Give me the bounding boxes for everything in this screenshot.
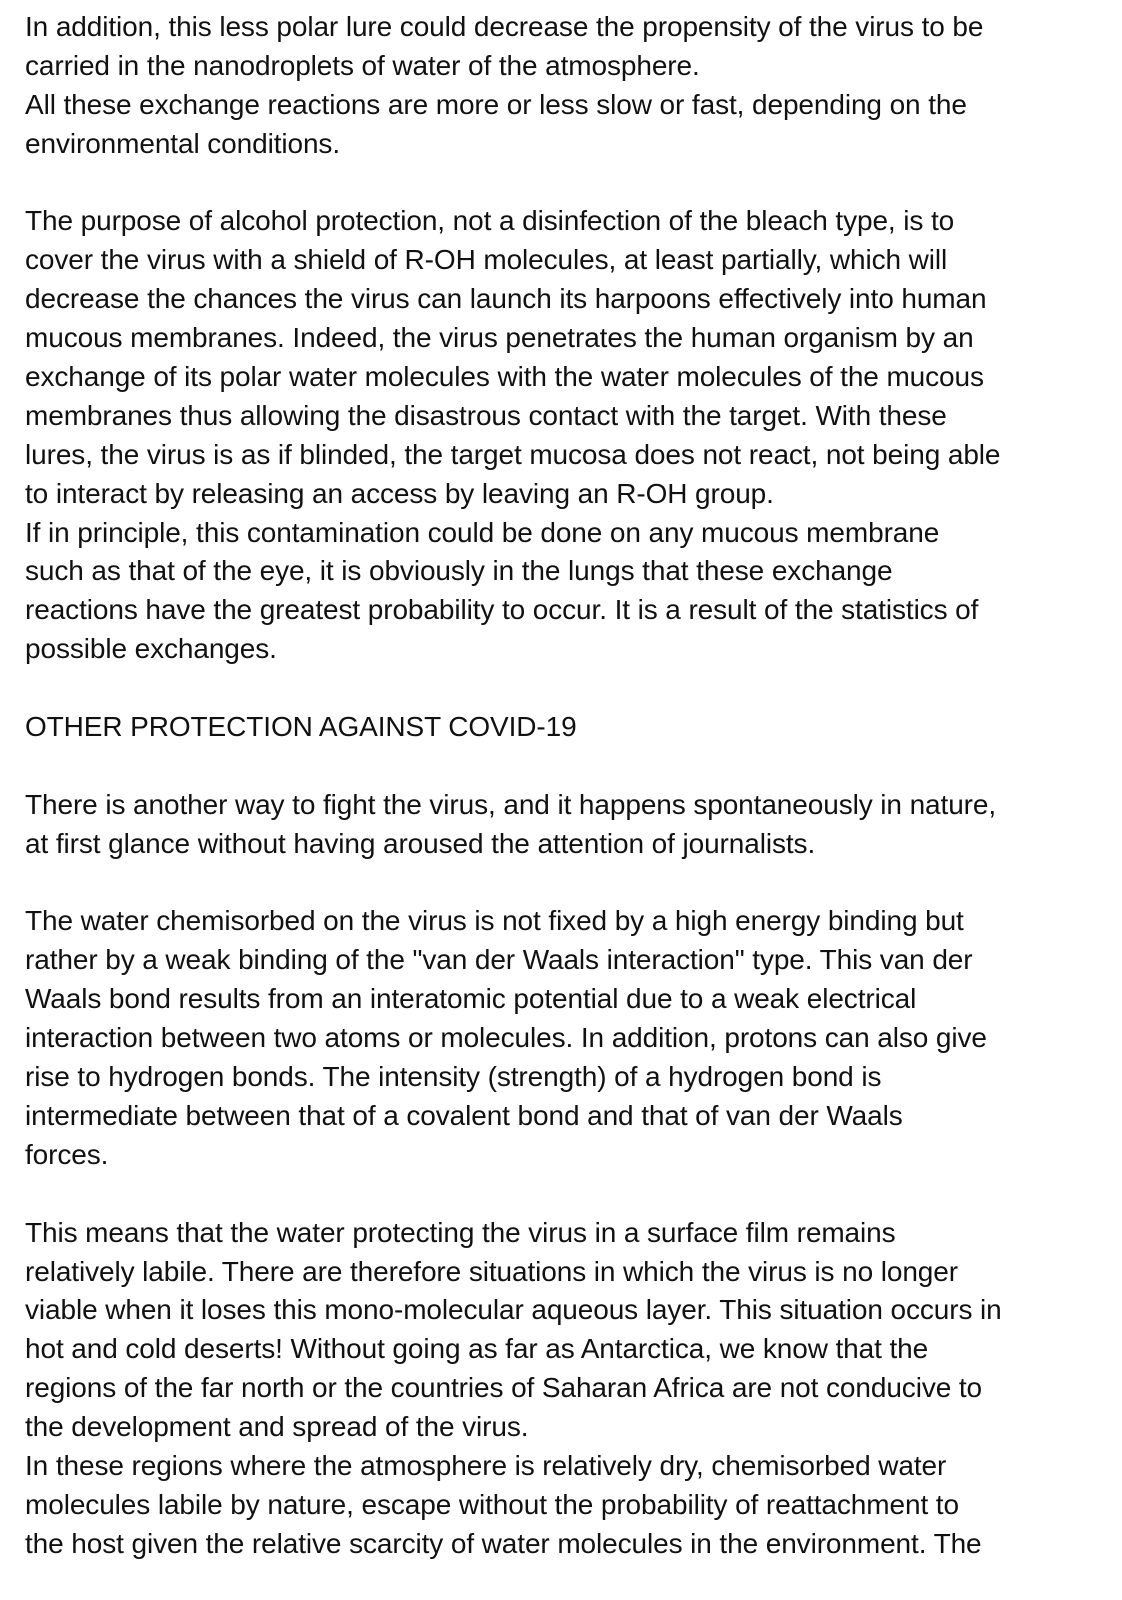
paragraph — [25, 1214, 1110, 1564]
text-line: viable when it loses this mono-molecular aqueous layer. This situation occurs in — [25, 1294, 1002, 1326]
text-line: lures, the virus is as if blinded, the target mucosa does not react, not being able — [25, 438, 1001, 470]
text-line: mucous membranes. Indeed, the virus penetrates the human organism by an — [25, 322, 974, 354]
text-line: In addition, this less polar lure could decrease the propensity of the virus to be — [25, 11, 984, 42]
text-line: In these regions where the atmosphere is relatively dry, chemisorbed water — [25, 1449, 947, 1481]
text-line: carried in the nanodroplets of water of the atmosphere. — [25, 49, 700, 81]
text-line: Waals bond results from an interatomic potential due to a weak electrical — [25, 983, 917, 1015]
paragraph-spacer — [25, 864, 1110, 903]
paragraph — [25, 786, 1110, 864]
text-line: rather by a weak binding of the "van der Waals interaction" type. This van der — [25, 944, 973, 976]
text-line: There is another way to fight the virus, and it happens spontaneously in nature, — [25, 788, 997, 820]
text-line: membranes thus allowing the disastrous contact with the target. With these — [25, 399, 947, 431]
text-line: environmental conditions. — [25, 127, 341, 159]
text-line: the host given the relative scarcity of water molecules in the environment. The — [25, 1527, 982, 1559]
text-line: exchange of its polar water molecules with the water molecules of the mucous — [25, 361, 984, 393]
text-line: This means that the water protecting the virus in a surface film remains — [25, 1216, 896, 1248]
document-page — [25, 8, 1110, 1564]
paragraph-spacer — [25, 164, 1110, 203]
text-line: forces. — [25, 1138, 109, 1170]
text-line: rise to hydrogen bonds. The intensity (strength) of a hydrogen bond is — [25, 1061, 882, 1093]
text-line: All these exchange reactions are more or less slow or fast, depending on the — [25, 88, 967, 120]
paragraph — [25, 8, 1110, 164]
text-line: to interact by releasing an access by leaving an R-OH group. — [25, 477, 774, 509]
paragraph — [25, 902, 1110, 1174]
text-line: decrease the chances the virus can launch its harpoons effectively into human — [25, 283, 987, 315]
text-line: hot and cold deserts! Without going as far as Antarctica, we know that the — [25, 1333, 929, 1365]
text-line: reactions have the greatest probability to occur. It is a result of the statistics of — [25, 594, 979, 626]
heading-text: OTHER PROTECTION AGAINST COVID-19 — [25, 711, 577, 743]
text-line: the development and spread of the virus. — [25, 1411, 529, 1443]
text-line: regions of the far north or the countries of Saharan Africa are not conducive to — [25, 1372, 983, 1404]
text-line: such as that of the eye, it is obviously in the lungs that these exchange — [25, 555, 893, 587]
paragraph-spacer — [25, 1175, 1110, 1214]
text-line: relatively labile. There are therefore situations in which the virus is no longer — [25, 1255, 958, 1287]
text-line: The water chemisorbed on the virus is not fixed by a high energy binding but — [25, 905, 964, 937]
text-line: possible exchanges. — [25, 633, 277, 665]
text-line: interaction between two atoms or molecules. In addition, protons can also give — [25, 1022, 987, 1054]
paragraph — [25, 202, 1110, 669]
text-line: The purpose of alcohol protection, not a disinfection of the bleach type, is to — [25, 205, 955, 237]
section-heading — [25, 708, 1110, 747]
text-line: intermediate between that of a covalent bond and that of van der Waals — [25, 1099, 903, 1131]
text-line: cover the virus with a shield of R-OH molecules, at least partially, which will — [25, 244, 948, 276]
text-line: If in principle, this contamination could be done on any mucous membrane — [25, 516, 940, 548]
paragraph-spacer — [25, 669, 1110, 708]
paragraph-spacer — [25, 747, 1110, 786]
text-line: molecules labile by nature, escape without the probability of reattachment to — [25, 1488, 959, 1520]
text-line: at first glance without having aroused the attention of journalists. — [25, 827, 816, 859]
